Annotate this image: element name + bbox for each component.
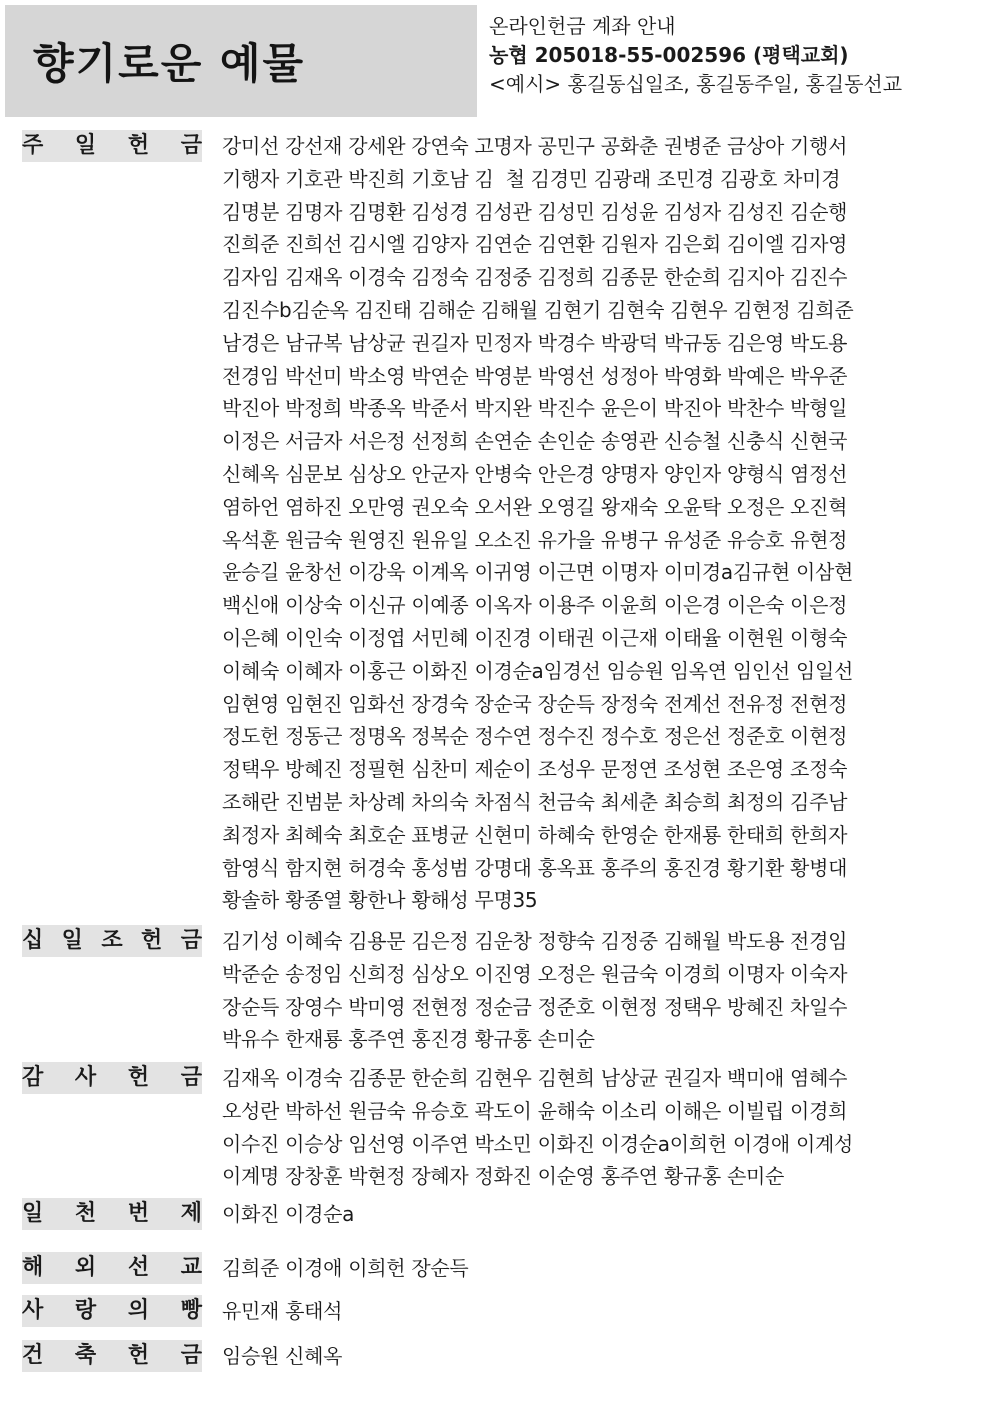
name-row: 이수진 이승상 임선영 이주연 박소민 이화진 이경순a이희헌 이경애 이계성 [222, 1131, 854, 1156]
name-row: 강미선 강선재 강세완 강연숙 고명자 공민구 공화춘 권병준 금상아 기행서 [222, 134, 848, 158]
name-row: 염하언 염하진 오만영 권오숙 오서완 오영길 왕재숙 오윤탁 오정은 오진혁 [222, 494, 848, 519]
name-row: 함영식 함지현 허경숙 홍성범 강명대 홍옥표 홍주의 홍진경 황기환 황병대 [222, 855, 848, 880]
section-label-char: 선 [127, 1255, 150, 1280]
section-label-char: 사 [22, 1298, 44, 1323]
section-label [22, 130, 202, 162]
section-label [22, 1198, 202, 1230]
name-row: 이화진 이경순a [222, 1202, 355, 1226]
name-row: 이정은 서금자 서은정 선정희 손연순 손인순 송영관 신승철 신충식 신현국 [222, 429, 848, 454]
page-title: 향기로운 예물 [33, 39, 306, 88]
section-label-char: 일 [74, 133, 97, 158]
section-label-char: 금 [180, 133, 202, 158]
section-label-char: 금 [180, 928, 202, 953]
account-example: <예시> 홍길동십일조, 홍길동주일, 홍길동선교 [489, 72, 903, 96]
section-label-char: 외 [74, 1255, 97, 1280]
name-row: 김자임 김재옥 이경숙 김정숙 김정중 김정희 김종문 한순희 김지아 김진수 [222, 265, 848, 290]
section-names [222, 1340, 982, 1373]
name-row: 정택우 방혜진 정필현 심찬미 제순이 조성우 문정연 조성현 조은영 조정숙 [222, 757, 848, 782]
name-row: 남경은 남규복 남상균 권길자 민정자 박경수 박광덕 박규동 김은영 박도용 [222, 330, 848, 355]
section-label-char: 일 [22, 1201, 44, 1226]
name-row: 이은혜 이인숙 이정엽 서민혜 이진경 이태권 이근재 이태율 이현원 이형숙 [222, 625, 848, 650]
name-row: 윤승길 윤창선 이강욱 이계옥 이귀영 이근면 이명자 이미경a김규현 이삼현 [222, 560, 854, 585]
name-row: 신혜옥 심문보 심상오 안군자 안병숙 안은경 양명자 양인자 양형식 염정선 [222, 461, 848, 486]
section-label-char: 랑 [74, 1298, 97, 1323]
name-row: 정도헌 정동근 정명옥 정복순 정수연 정수진 정수호 정은선 정준호 이현정 [222, 724, 848, 749]
name-row: 박유수 한재룡 홍주연 홍진경 황규홍 손미순 [222, 1027, 595, 1052]
section-label [22, 1252, 202, 1284]
account-title: 온라인헌금 계좌 안내 [489, 14, 676, 38]
section-label [22, 925, 202, 957]
section-label-char: 헌 [141, 928, 163, 953]
section-label-char: 일 [61, 928, 83, 953]
section-label-char: 십 [22, 928, 44, 953]
section-label-char: 천 [74, 1201, 97, 1226]
section-label [22, 1062, 202, 1094]
section-names [222, 130, 982, 917]
section-label-char: 의 [127, 1298, 150, 1323]
section-label-char: 해 [22, 1255, 44, 1280]
name-row: 김진수b김순옥 김진태 김해순 김해월 김현기 김현숙 김현우 김현정 김희준 [222, 297, 854, 322]
name-row: 이계명 장창훈 박현정 장혜자 정화진 이순영 홍주연 황규홍 손미순 [222, 1164, 784, 1189]
name-row: 기행자 기호관 박진희 기호남 김 철 김경민 김광래 조민경 김광호 차미경 [222, 166, 841, 191]
section-names [222, 925, 982, 1056]
section-label-char: 빵 [180, 1298, 202, 1323]
name-row: 박준순 송정임 신희정 심상오 이진영 오정은 원금숙 이경희 이명자 이숙자 [222, 961, 848, 986]
section-label-char: 헌 [127, 1343, 150, 1368]
section-names [222, 1062, 982, 1193]
name-row: 김재옥 이경숙 김종문 한순희 김현우 김현희 남상균 권길자 백미애 염혜수 [222, 1066, 848, 1090]
section-label [22, 1340, 202, 1372]
section-label [22, 1295, 202, 1327]
section-label-char: 축 [74, 1343, 97, 1368]
name-row: 임현영 임현진 임화선 장경숙 장순국 장순득 장정숙 전계선 전유정 전현정 [222, 691, 848, 716]
account-number: 농협 205018-55-002596 (평택교회) [489, 43, 849, 67]
name-row: 오성란 박하선 원금숙 유승호 곽도이 윤해숙 이소리 이해은 이빌립 이경희 [222, 1098, 848, 1123]
name-row: 전경임 박선미 박소영 박연순 박영분 박영선 성정아 박영화 박예은 박우준 [222, 363, 848, 388]
section-names [222, 1198, 982, 1231]
section-label-char: 번 [127, 1201, 150, 1226]
section-label-char: 헌 [127, 1065, 150, 1090]
name-row: 진희준 진희선 김시엘 김양자 김연순 김연환 김원자 김은회 김이엘 김자영 [222, 232, 848, 257]
section-label-char: 건 [22, 1343, 44, 1368]
name-row: 조해란 진범분 차상례 차의숙 차점식 천금숙 최세춘 최승희 최정의 김주남 [222, 789, 848, 814]
name-row: 장순득 장영수 박미영 전현정 정순금 정준호 이현정 정택우 방혜진 차일수 [222, 994, 848, 1019]
section-label-char: 조 [101, 928, 123, 953]
name-row: 임승원 신혜옥 [222, 1344, 343, 1368]
name-row: 박진아 박정희 박종옥 박준서 박지완 박진수 윤은이 박진아 박찬수 박형일 [222, 396, 848, 421]
name-row: 황솔하 황종열 황한나 황해성 무명35 [222, 888, 538, 913]
name-row: 백신애 이상숙 이신규 이예종 이옥자 이용주 이윤희 이은경 이은숙 이은정 [222, 593, 848, 618]
section-label-char: 금 [180, 1065, 202, 1090]
section-label-char: 금 [180, 1343, 202, 1368]
section-label-char: 교 [180, 1255, 202, 1280]
name-row: 유민재 홍태석 [222, 1299, 343, 1323]
name-row: 이혜숙 이혜자 이홍근 이화진 이경순a임경선 임승원 임옥연 임인선 임일선 [222, 658, 854, 683]
section-label-char: 감 [22, 1065, 44, 1090]
section-label-char: 사 [74, 1065, 97, 1090]
section-label-char: 헌 [127, 133, 150, 158]
section-names [222, 1252, 982, 1285]
name-row: 김기성 이혜숙 김용문 김은정 김운창 정향숙 김정중 김해월 박도용 전경임 [222, 929, 848, 953]
section-label-char: 제 [180, 1201, 202, 1226]
section-names [222, 1295, 982, 1328]
name-row: 최정자 최혜숙 최호순 표병균 신현미 하혜숙 한영순 한재룡 한태희 한희자 [222, 822, 848, 847]
section-label-char: 주 [22, 133, 44, 158]
name-row: 김희준 이경애 이희헌 장순득 [222, 1256, 469, 1280]
name-row: 김명분 김명자 김명환 김성경 김성관 김성민 김성윤 김성자 김성진 김순행 [222, 199, 848, 224]
name-row: 옥석훈 원금숙 원영진 원유일 오소진 유가을 유병구 유성준 유승호 유현정 [222, 527, 848, 552]
